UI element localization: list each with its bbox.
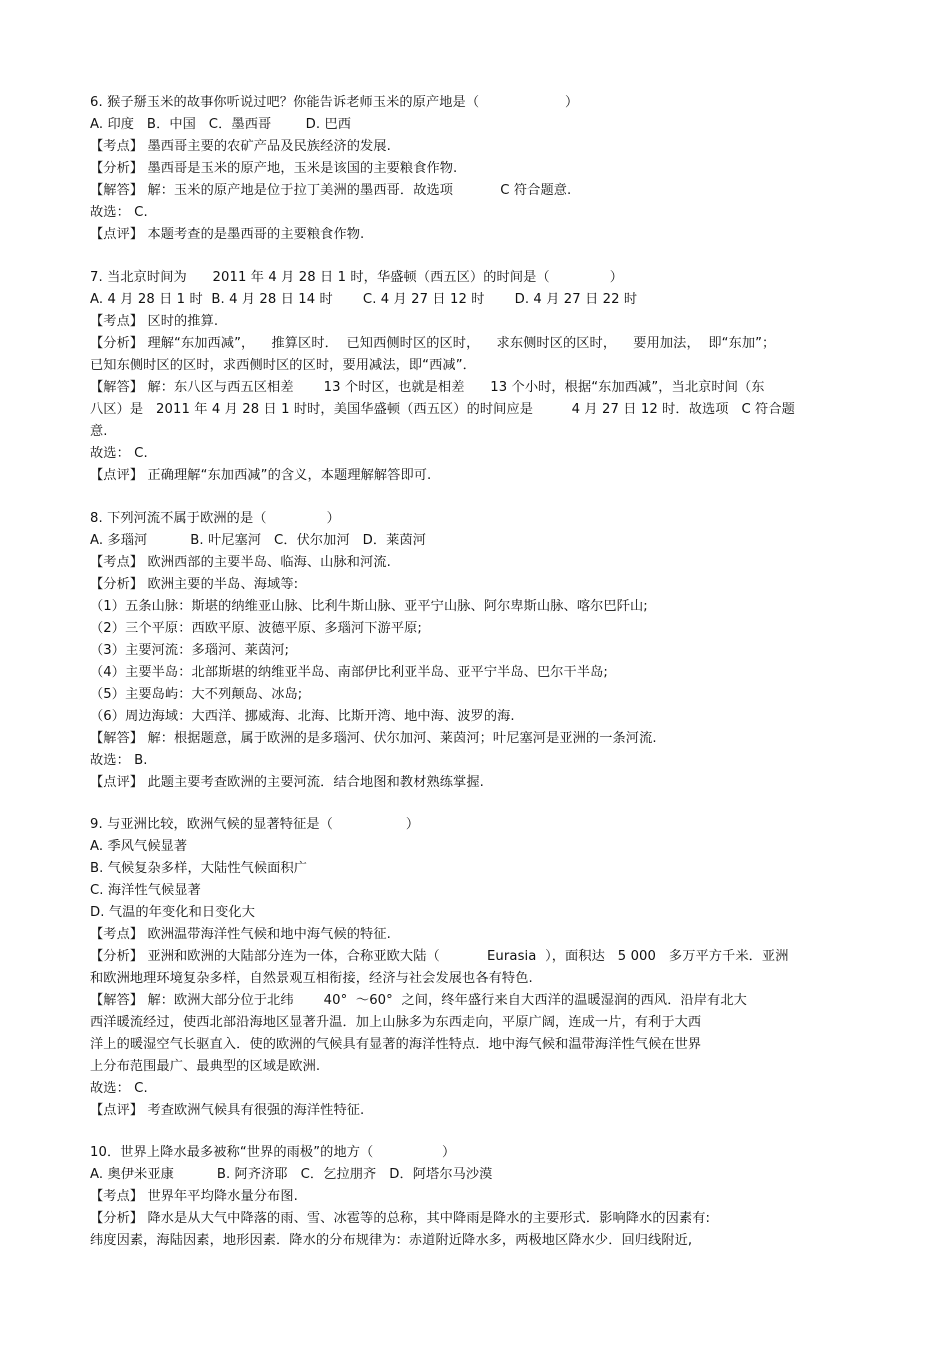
option-d: D. 气温的年变化和日变化大 <box>90 905 255 920</box>
fenxi-cont: 纬度因素，海陆因素，地形因素．降水的分布规律为：赤道附近降水多，两极地区降水少．回归线附近, <box>90 1233 693 1248</box>
answer: 故选： B. <box>90 753 148 768</box>
jieda: 【解答】 解：欧洲大部分位于北纬 40° ～60° 之间，终年盛行来自大西洋的温暖湿润的西风．沿岸有北大 <box>90 993 747 1008</box>
dianping: 【点评】 正确理解“东加西减”的含义，本题理解解答即可. <box>90 468 432 483</box>
kaodian: 【考点】 欧洲温带海洋性气候和地中海气候的特征. <box>90 927 391 942</box>
list-item: （2）三个平原：西欧平原、波德平原、多瑙河下游平原; <box>90 621 422 636</box>
question-stem: 6. 猴子掰玉米的故事你听说过吧？你能告诉老师玉米的原产地是（ ） <box>90 95 579 110</box>
option-b: B. 气候复杂多样，大陆性气候面积广 <box>90 861 308 876</box>
options: A. 4 月 28 日 1 时 B. 4 月 28 日 14 时 C. 4 月 27 日 12 时 D. 4 月 27 日 22 时 <box>90 292 638 307</box>
question-stem: 7. 当北京时间为 2011 年 4 月 28 日 1 时，华盛顿（西五区）的时间是（ ） <box>90 270 624 285</box>
kaodian: 【考点】 世界年平均降水量分布图. <box>90 1189 298 1204</box>
jieda-cont: 西洋暖流经过，使西北部沿海地区显著升温．加上山脉多为东西走向，平原广阔，连成一片，有利于大西 <box>90 1015 702 1030</box>
kaodian: 【考点】 区时的推算. <box>90 314 219 329</box>
answer: 故选： C. <box>90 446 148 461</box>
jieda-cont: 上分布范围最广、最典型的区域是欧洲. <box>90 1059 321 1074</box>
fenxi: 【分析】 墨西哥是玉米的原产地，玉米是该国的主要粮食作物. <box>90 161 458 176</box>
dianping: 【点评】 本题考查的是墨西哥的主要粮食作物. <box>90 227 365 242</box>
answer: 故选： C. <box>90 1081 148 1096</box>
question-stem: 8. 下列河流不属于欧洲的是（ ） <box>90 511 340 526</box>
fenxi: 【分析】 理解“东加西减”， 推算区时． 已知西侧时区的区时， 求东侧时区的区时， 要用加法， 即“东加”； <box>90 336 776 351</box>
answer: 故选： C. <box>90 205 148 220</box>
kaodian: 【考点】 欧洲西部的主要半岛、临海、山脉和河流. <box>90 555 391 570</box>
question-stem: 9. 与亚洲比较，欧洲气候的显著特征是（ ） <box>90 817 420 832</box>
jieda: 【解答】 解：东八区与西五区相差 13 个时区，也就是相差 13 个小时，根据“东加西减”，当北京时间（东 <box>90 380 765 395</box>
question-stem: 10．世界上降水最多被称“世界的雨极”的地方（ ） <box>90 1145 456 1160</box>
fenxi: 【分析】 亚洲和欧洲的大陆部分连为一体，合称亚欧大陆（ Eurasia ），面积达 5 000 多万平方千米．亚洲 <box>90 949 789 964</box>
option-a: A. 季风气候显著 <box>90 839 188 854</box>
fenxi-cont: 和欧洲地理环境复杂多样，自然景观互相衔接，经济与社会发展也各有特色. <box>90 971 533 986</box>
kaodian: 【考点】 墨西哥主要的农矿产品及民族经济的发展. <box>90 139 391 154</box>
list-item: （3）主要河流：多瑙河、莱茵河; <box>90 643 290 658</box>
jieda-cont: 意. <box>90 424 108 439</box>
list-item: （1）五条山脉：斯堪的纳维亚山脉、比利牛斯山脉、亚平宁山脉、阿尔卑斯山脉、喀尔巴阡山; <box>90 599 648 614</box>
list-item: （4）主要半岛：北部斯堪的纳维亚半岛、南部伊比利亚半岛、亚平宁半岛、巴尔干半岛; <box>90 665 608 680</box>
option-c: C. 海洋性气候显著 <box>90 883 201 898</box>
options: A. 多瑙河 B. 叶尼塞河 C．伏尔加河 D．莱茵河 <box>90 533 427 548</box>
fenxi: 【分析】 降水是从大气中降落的雨、雪、冰雹等的总称，其中降雨是降水的主要形式．影响降水的因素有: <box>90 1211 711 1226</box>
fenxi-cont: 已知东侧时区的区时，求西侧时区的区时，要用减法，即“西减”． <box>90 358 476 373</box>
jieda-cont: 洋上的暖湿空气长驱直入．使的欧洲的气候具有显著的海洋性特点．地中海气候和温带海洋性气候在世界 <box>90 1037 702 1052</box>
options: A. 奥伊米亚康 B. 阿齐济耶 C．乞拉朋齐 D．阿塔尔马沙漠 <box>90 1167 493 1182</box>
jieda: 【解答】 解：根据题意，属于欧洲的是多瑙河、伏尔加河、莱茵河；叶尼塞河是亚洲的一条河流. <box>90 731 657 746</box>
dianping: 【点评】 此题主要考查欧洲的主要河流．结合地图和教材熟练掌握. <box>90 775 484 790</box>
list-item: （5）主要岛屿：大不列颠岛、冰岛; <box>90 687 303 702</box>
jieda-cont: 八区）是 2011 年 4 月 28 日 1 时时，美国华盛顿（西五区）的时间应是 4 月 27 日 12 时．故选项 C 符合题 <box>90 402 795 417</box>
jieda: 【解答】 解：玉米的原产地是位于拉丁美洲的墨西哥．故选项 C 符合题意. <box>90 183 572 198</box>
fenxi: 【分析】 欧洲主要的半岛、海域等: <box>90 577 299 592</box>
dianping: 【点评】 考查欧洲气候具有很强的海洋性特征. <box>90 1103 365 1118</box>
list-item: （6）周边海域：大西洋、挪威海、北海、比斯开湾、地中海、波罗的海. <box>90 709 515 724</box>
options: A. 印度 B．中国 C．墨西哥 D. 巴西 <box>90 117 352 132</box>
